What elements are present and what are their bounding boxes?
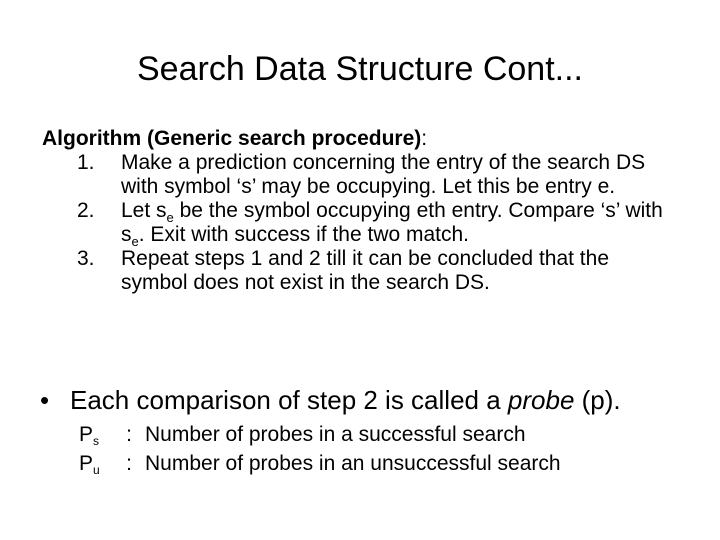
step-number: 3. (77, 247, 95, 270)
step-subscript: e (166, 210, 174, 225)
bullet-emphasis: probe (507, 385, 575, 415)
algorithm-step-2 (42, 199, 677, 247)
probe-symbol (79, 449, 113, 478)
slide-title: Search Data Structure Cont... (137, 50, 583, 88)
step-text: Repeat steps 1 and 2 till it can be concluded that the symbol does not exist in the search DS. (121, 247, 609, 294)
probe-symbol (79, 420, 113, 449)
probe-definitions (79, 420, 561, 478)
bullet-marker: • (40, 385, 50, 415)
probe-separator: : (126, 423, 132, 446)
probe-definition-unsuccessful (79, 449, 561, 478)
probe-symbol-subscript: s (93, 434, 100, 448)
step-text-part: Let s (121, 199, 167, 222)
probe-description: Number of probes in an unsuccessful search (145, 452, 561, 475)
step-number: 2. (77, 199, 95, 222)
step-subscript: e (131, 234, 139, 249)
probe-separator: : (126, 452, 132, 475)
probe-symbol-subscript: u (93, 463, 100, 477)
bullet-text-tail: (p). (574, 385, 621, 415)
algorithm-heading-colon: : (421, 127, 428, 150)
probe-definition-successful (79, 420, 561, 449)
step-text: Make a prediction concerning the entry of the search DS with symbol ‘s’ may be occupying. Let this be entry e. (121, 151, 646, 198)
algorithm-step-1 (42, 151, 677, 199)
step-number: 1. (77, 151, 95, 174)
probe-symbol-letter: P (79, 423, 94, 446)
probe-bullet (40, 384, 700, 416)
probe-description: Number of probes in a successful search (145, 423, 526, 446)
algorithm-step-3 (42, 247, 677, 295)
step-text-part: . Exit with success if the two match. (138, 223, 470, 246)
step-text-part: be the symbol occupying eth entry. Compare ‘s’ with s (121, 199, 663, 246)
probe-symbol-letter: P (79, 452, 94, 475)
algorithm-heading-text: Algorithm (Generic search procedure) (42, 127, 422, 150)
algorithm-heading (42, 127, 702, 151)
algorithm-section (42, 127, 702, 295)
bullet-text: Each comparison of step 2 is called a (70, 385, 508, 415)
